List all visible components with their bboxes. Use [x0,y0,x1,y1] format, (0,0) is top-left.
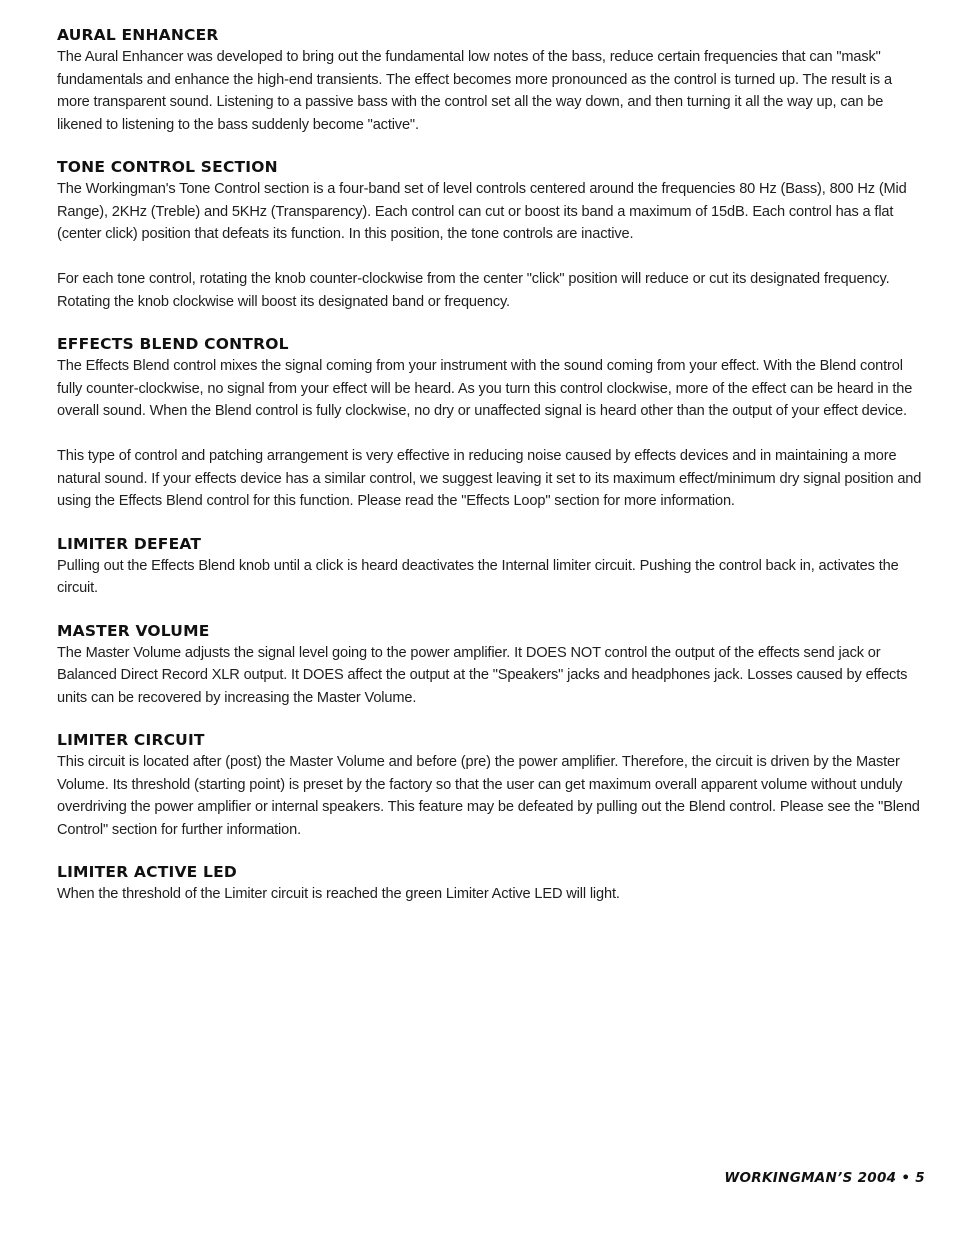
section-master-volume [57,620,927,710]
section-limiter-defeat [57,533,927,600]
page-content [57,24,927,926]
paragraph: When the threshold of the Limiter circuit is reached the green Limiter Active LED will light. [57,886,620,902]
paragraph: The Master Volume adjusts the signal level going to the power amplifier. It DOES NOT control the output of the effects send jack or Balanced Direct Record XLR output. It DOES affect the output at the "Speakers" jacks and headphones jack. Losses caused by effects units can be recovered by increasing the Master Volume. [57,644,908,706]
paragraph: The Workingman's Tone Control section is a four-band set of level controls centered around the frequencies 80 Hz (Bass), 800 Hz (Mid Range), 2KHz (Treble) and 5KHz (Transparency). Each control can cut or boost its band a maximum of 15dB. Each control has a flat (center click) position that defeats its function. In this position, the tone controls are inactive. [57,181,907,242]
page-footer: WORKINGMAN’S 2004 • 5 [724,1170,925,1186]
section-heading: LIMITER CIRCUIT [57,731,205,749]
paragraph: Pulling out the Effects Blend knob until a click is heard deactivates the Internal limiter circuit. Pushing the control back in, activates the circuit. [57,557,899,596]
section-heading: LIMITER ACTIVE LED [57,863,237,881]
section-tone-control [57,156,927,313]
paragraph: The Aural Enhancer was developed to bring out the fundamental low notes of the bass, reduce certain frequencies that can "mask" fundamentals and enhance the high-end transients. The effect becomes more pronounced as the control is turned up. The result is a more transparent sound. Listening to a passive bass with the control set all the way down, and then turning it all the way up, can be likened to listening to the bass suddenly become "active". [57,49,892,133]
section-limiter-circuit [57,729,927,841]
section-heading: TONE CONTROL SECTION [57,158,278,176]
section-heading: EFFECTS BLEND CONTROL [57,335,289,353]
paragraph: The Effects Blend control mixes the signal coming from your instrument with the sound coming from your effect. With the Blend control fully counter-clockwise, no signal from your effect will be heard. As you turn this control clockwise, more of the effect can be heard in the overall sound. When the Blend control is fully clockwise, no dry or unaffected signal is heard other than the output of your effect device. [57,358,913,419]
section-heading: MASTER VOLUME [57,621,210,640]
paragraph: This circuit is located after (post) the Master Volume and before (pre) the power amplifier. Therefore, the circuit is driven by the Master Volume. Its threshold (starting point) is preset by the factory so that the user can get maximum overall apparent volume without unduly overdriving the power amplifier or internal speakers. This feature may be defeated by pulling out the Blend control. Please see the "Blend Control" section for further information. [57,754,920,838]
section-aural-enhancer [57,24,927,136]
section-heading: AURAL ENHANCER [57,26,219,44]
paragraph: For each tone control, rotating the knob counter-clockwise from the center "click" position will reduce or cut its designated frequency. Rotating the knob clockwise will boost its designated band or frequency. [57,271,890,310]
section-effects-blend [57,333,927,513]
section-limiter-active-led [57,861,927,906]
section-heading: LIMITER DEFEAT [57,534,202,553]
paragraph: This type of control and patching arrangement is very effective in reducing noise caused by effects devices and in maintaining a more natural sound. If your effects device has a similar control, we suggest leaving it set to its maximum effect/minimum dry signal position and using the Effects Blend control for this function. Please read the "Effects Loop" section for more information. [57,448,922,509]
